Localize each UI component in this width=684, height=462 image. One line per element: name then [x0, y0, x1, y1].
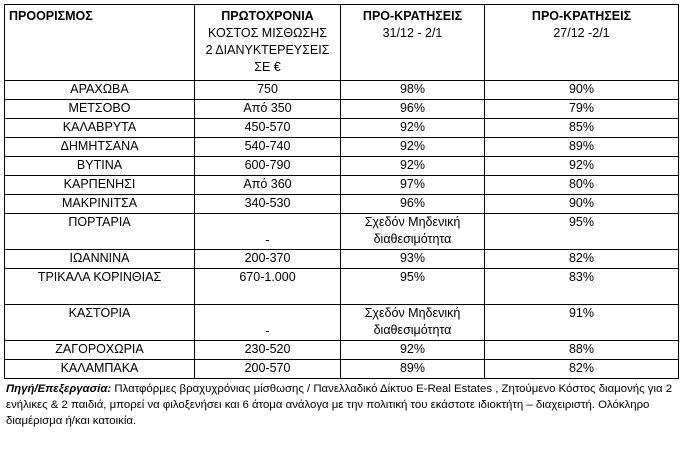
table-row: [5, 81, 679, 100]
prebook-2-cell: 89%: [485, 138, 679, 157]
prebook-1-cell: 92%: [341, 157, 485, 176]
prebook-1-cell: 96%: [341, 100, 485, 119]
document: [4, 4, 678, 429]
table-row: [5, 157, 679, 176]
destination-cell: ΜΕΤΣΟΒΟ: [5, 100, 195, 119]
header-prebook-2: ΠΡΟ-ΚΡΑΤΗΣΕΙΣ 27/12 -2/1: [485, 5, 679, 81]
cost-cell: 230-520: [195, 341, 341, 360]
cost-cell: 600-790: [195, 157, 341, 176]
table-row: [5, 269, 679, 305]
destination-cell: ΚΑΣΤΟΡΙΑ: [5, 305, 195, 341]
prebook-1-cell: 92%: [341, 138, 485, 157]
header-cost: ΠΡΩΤΟΧΡΟΝΙΑ ΚΟΣΤΟΣ ΜΙΣΘΩΣΗΣ 2 ΔΙΑΝΥΚΤΕΡΕΥΣΕΙΣ ΣΕ €: [195, 5, 341, 81]
prebook-2-cell: 88%: [485, 341, 679, 360]
prebook-1-cell: 97%: [341, 176, 485, 195]
cost-cell: 200-570: [195, 360, 341, 379]
prebook-2-cell: 80%: [485, 176, 679, 195]
prebook-1-cell: 92%: [341, 341, 485, 360]
destination-cell: ΒΥΤΙΝΑ: [5, 157, 195, 176]
table-row: [5, 138, 679, 157]
prebook-1-cell: 98%: [341, 81, 485, 100]
prebook-2-cell: 82%: [485, 250, 679, 269]
header-cost-sub-2: 2 ΔΙΑΝΥΚΤΕΡΕΥΣΕΙΣ ΣΕ €: [205, 43, 330, 74]
prebook-2-cell: 95%: [485, 214, 679, 250]
table-row: [5, 100, 679, 119]
cost-cell: -: [195, 305, 341, 341]
destination-cell: ΖΑΓΟΡΟΧΩΡΙΑ: [5, 341, 195, 360]
cost-cell: -: [195, 214, 341, 250]
cost-cell: Από 350: [195, 100, 341, 119]
header-prebook-1: ΠΡΟ-ΚΡΑΤΗΣΕΙΣ 31/12 - 2/1: [341, 5, 485, 81]
prebook-2-cell: 90%: [485, 195, 679, 214]
cost-cell: 540-740: [195, 138, 341, 157]
source-note: [4, 381, 678, 429]
prebook-2-cell: 91%: [485, 305, 679, 341]
header-prebook-2-sub: 27/12 -2/1: [553, 26, 610, 40]
destination-cell: ΚΑΛΑΜΠΑΚΑ: [5, 360, 195, 379]
destination-cell: ΚΑΛΑΒΡΥΤΑ: [5, 119, 195, 138]
prebook-1-cell: 93%: [341, 250, 485, 269]
prebook-2-cell: 83%: [485, 269, 679, 305]
prebook-2-cell: 92%: [485, 157, 679, 176]
table-row: [5, 176, 679, 195]
header-cost-sub-1: ΚΟΣΤΟΣ ΜΙΣΘΩΣΗΣ: [208, 26, 327, 40]
cost-cell: 200-370: [195, 250, 341, 269]
table-row: [5, 214, 679, 250]
prebook-1-cell: Σχεδόν Μηδενική διαθεσιμότητα: [341, 214, 485, 250]
prebook-1-cell: 92%: [341, 119, 485, 138]
table-row: [5, 195, 679, 214]
destination-cell: ΚΑΡΠΕΝΗΣΙ: [5, 176, 195, 195]
table-row: [5, 250, 679, 269]
table-row: [5, 360, 679, 379]
cost-cell: 670-1.000: [195, 269, 341, 305]
table-row: [5, 341, 679, 360]
prebook-1-cell: Σχεδόν Μηδενική διαθεσιμότητα: [341, 305, 485, 341]
destination-cell: ΜΑΚΡΙΝΙΤΣΑ: [5, 195, 195, 214]
table-body: [5, 81, 679, 379]
destination-cell: ΤΡΙΚΑΛΑ ΚΟΡΙΝΘΙΑΣ: [5, 269, 195, 305]
prebook-2-cell: 79%: [485, 100, 679, 119]
prebook-1-cell: 96%: [341, 195, 485, 214]
destination-cell: ΙΩΑΝΝΙΝΑ: [5, 250, 195, 269]
cost-cell: 450-570: [195, 119, 341, 138]
table-row: [5, 305, 679, 341]
prebook-1-cell: 95%: [341, 269, 485, 305]
destination-cell: ΔΗΜΗΤΣΑΝΑ: [5, 138, 195, 157]
prices-table: [4, 4, 679, 379]
header-destination: ΠΡΟΟΡΙΣΜΟΣ: [5, 5, 195, 81]
cost-cell: 750: [195, 81, 341, 100]
header-row: [5, 5, 679, 81]
source-text: Πλατφόρμες βραχυχρόνιας μίσθωσης / Πανελλαδικό Δίκτυο E-Real Estates , Ζητούμενο Κόστος διαμονής για 2 ενήλικες & 2 παιδιά, μπορεί να φιλοξενήσει και 6 άτομα ανάλογα με την πολιτική του εκάστοτε ιδιοκτήτη – διαχειριστή. Ολόκληρο διαμέρισμα ή/και κατοικία.: [6, 383, 673, 427]
cost-cell: Από 360: [195, 176, 341, 195]
prebook-2-cell: 90%: [485, 81, 679, 100]
prebook-1-cell: 89%: [341, 360, 485, 379]
header-prebook-1-sub: 31/12 - 2/1: [382, 26, 443, 40]
prebook-2-cell: 82%: [485, 360, 679, 379]
destination-cell: ΠΟΡΤΑΡΙΑ: [5, 214, 195, 250]
destination-cell: ΑΡΑΧΩΒΑ: [5, 81, 195, 100]
table-row: [5, 119, 679, 138]
cost-cell: 340-530: [195, 195, 341, 214]
source-label: Πηγή/Επεξεργασία:: [6, 383, 112, 395]
prebook-2-cell: 85%: [485, 119, 679, 138]
